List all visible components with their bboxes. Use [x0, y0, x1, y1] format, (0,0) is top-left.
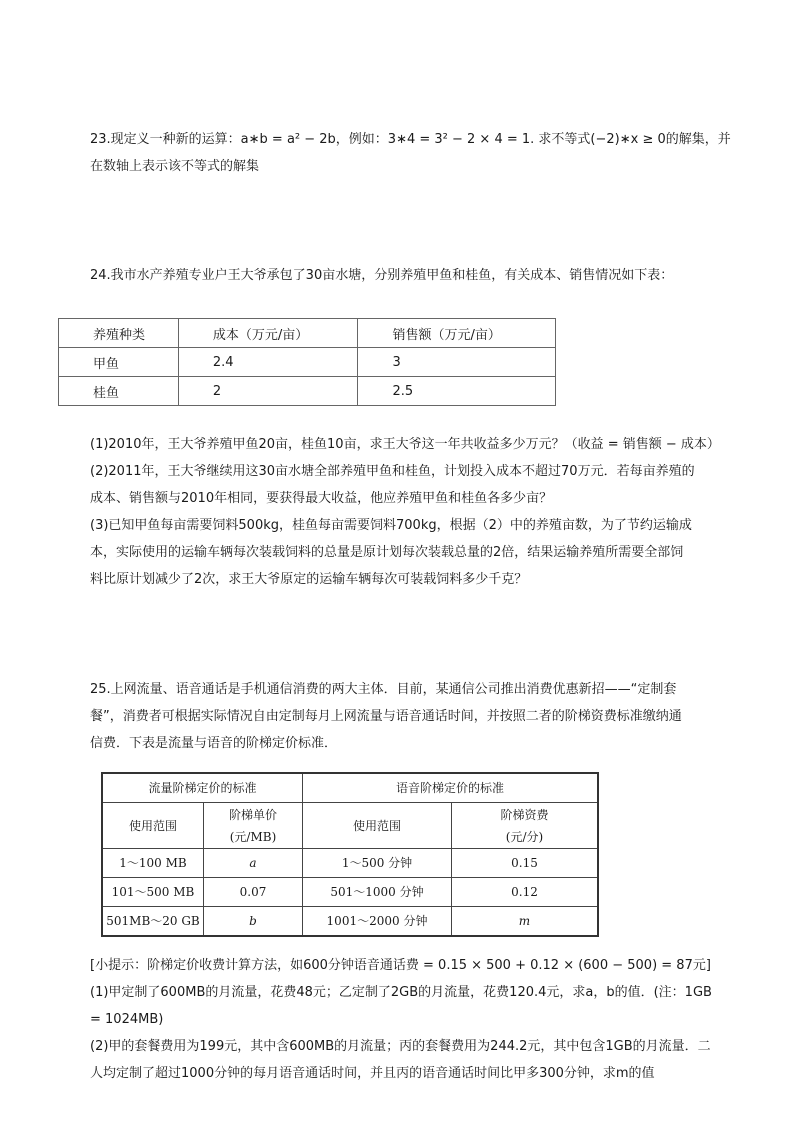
- table-row: [102, 878, 598, 907]
- table-cell: m: [452, 907, 599, 937]
- q23-line-2: 在数轴上表示该不等式的解集: [90, 159, 260, 174]
- table-cell: 501MB～20 GB: [102, 907, 204, 937]
- q25-line-3: 信费．下表是流量与语音的阶梯定价标准．: [90, 736, 338, 751]
- q24-part-1: (1)2010年，王大爷养殖甲鱼20亩，桂鱼10亩，求王大爷这一年共收益多少万元？（收益 = 销售额 − 成本）: [90, 437, 720, 452]
- table-header-row: [102, 803, 598, 849]
- table-row: [59, 348, 556, 377]
- table-header-cell: [204, 803, 303, 849]
- q25-line-1: 25.上网流量、语音通话是手机通信消费的两大主体．目前，某通信公司推出消费优惠新招——“定制套: [90, 682, 677, 697]
- table-cell: 0.15: [452, 849, 599, 878]
- q24-part-2-line-2: 成本、销售额与2010年相同，要获得最大收益，他应养殖甲鱼和桂鱼各多少亩？: [90, 491, 553, 506]
- table-header-line: 阶梯资费: [500, 807, 549, 822]
- table-header-cell: 养殖种类: [59, 319, 179, 348]
- q25-part-2-line-2: 人均定制了超过1000分钟的每月语音通话时间，并且丙的语音通话时间比甲多300分钟，求m的值: [90, 1066, 655, 1081]
- q24-intro: 24.我市水产养殖专业户王大爷承包了30亩水塘，分别养殖甲鱼和桂鱼，有关成本、销售情况如下表：: [90, 268, 674, 283]
- q24-part-3-line-1: (3)已知甲鱼每亩需要饲料500kg，桂鱼每亩需要饲料700kg，根据（2）中的养殖亩数，为了节约运输成: [90, 518, 692, 533]
- table-cell: 甲鱼: [59, 348, 179, 377]
- table-header-line: 阶梯单价: [228, 807, 277, 822]
- q23-line-1: 23.现定义一种新的运算：a∗b = a² − 2b，例如：3∗4 = 3² − 2 × 4 = 1. 求不等式(−2)∗x ≥ 0的解集，并: [90, 132, 731, 147]
- table-row: [102, 849, 598, 878]
- table-cell: a: [204, 849, 303, 878]
- table-cell: 3: [358, 348, 556, 377]
- table-cell: 101～500 MB: [102, 878, 204, 907]
- table-cell: 2.4: [178, 348, 358, 377]
- table-cell: 2.5: [358, 377, 556, 406]
- table-cell: 0.12: [452, 878, 599, 907]
- q24-part-2-line-1: (2)2011年，王大爷继续用这30亩水塘全部养殖甲鱼和桂鱼，计划投入成本不超过70万元．若每亩养殖的: [90, 464, 695, 479]
- table-group-row: [102, 773, 598, 803]
- q24-part-3-line-2: 本，实际使用的运输车辆每次装载饲料的总量是原计划每次装载总量的2倍，结果运输养殖所需要全部饲: [90, 545, 684, 560]
- table-cell: 501～1000 分钟: [303, 878, 452, 907]
- table-header-cell: [452, 803, 599, 849]
- q25-part-1-line-2: = 1024MB): [90, 1012, 164, 1027]
- table-cell: 1～100 MB: [102, 849, 204, 878]
- q25-part-2-line-1: (2)甲的套餐费用为199元，其中含600MB的月流量；丙的套餐费用为244.2元，其中包含1GB的月流量．二: [90, 1039, 711, 1054]
- table-cell: 1001～2000 分钟: [303, 907, 452, 937]
- q25-hint: [小提示：阶梯定价收费计算方法，如600分钟语音通话费 = 0.15 × 500 + 0.12 × (600 − 500) = 87元]: [90, 958, 711, 973]
- table-cell: 1～500 分钟: [303, 849, 452, 878]
- table-cell: 0.07: [204, 878, 303, 907]
- table-row: [102, 907, 598, 937]
- table-group-header: 语音阶梯定价的标准: [303, 773, 599, 803]
- table-header-row: [59, 319, 556, 348]
- table-row: [59, 377, 556, 406]
- table-header-cell: 销售额（万元/亩）: [358, 319, 556, 348]
- table-header-line: (元/分): [505, 829, 544, 844]
- table-cell: 2: [178, 377, 358, 406]
- q25-line-2: 餐”，消费者可根据实际情况自由定制每月上网流量与语音通话时间，并按照二者的阶梯资费标准缴纳通: [90, 709, 682, 724]
- table-header-cell: 成本（万元/亩）: [178, 319, 358, 348]
- table-header-line: (元/MB): [229, 829, 277, 844]
- table-cell: 桂鱼: [59, 377, 179, 406]
- table-group-header: 流量阶梯定价的标准: [102, 773, 303, 803]
- q24-part-3-line-3: 料比原计划减少了2次，求王大爷原定的运输车辆每次可装载饲料多少千克？: [90, 572, 528, 587]
- q25-part-1-line-1: (1)甲定制了600MB的月流量，花费48元；乙定制了2GB的月流量，花费120.4元，求a，b的值．(注：1GB: [90, 985, 712, 1000]
- q24-cost-table: [58, 318, 556, 406]
- table-cell: b: [204, 907, 303, 937]
- table-header-cell: 使用范围: [102, 803, 204, 849]
- table-header-cell: 使用范围: [303, 803, 452, 849]
- q25-pricing-table: [101, 772, 599, 937]
